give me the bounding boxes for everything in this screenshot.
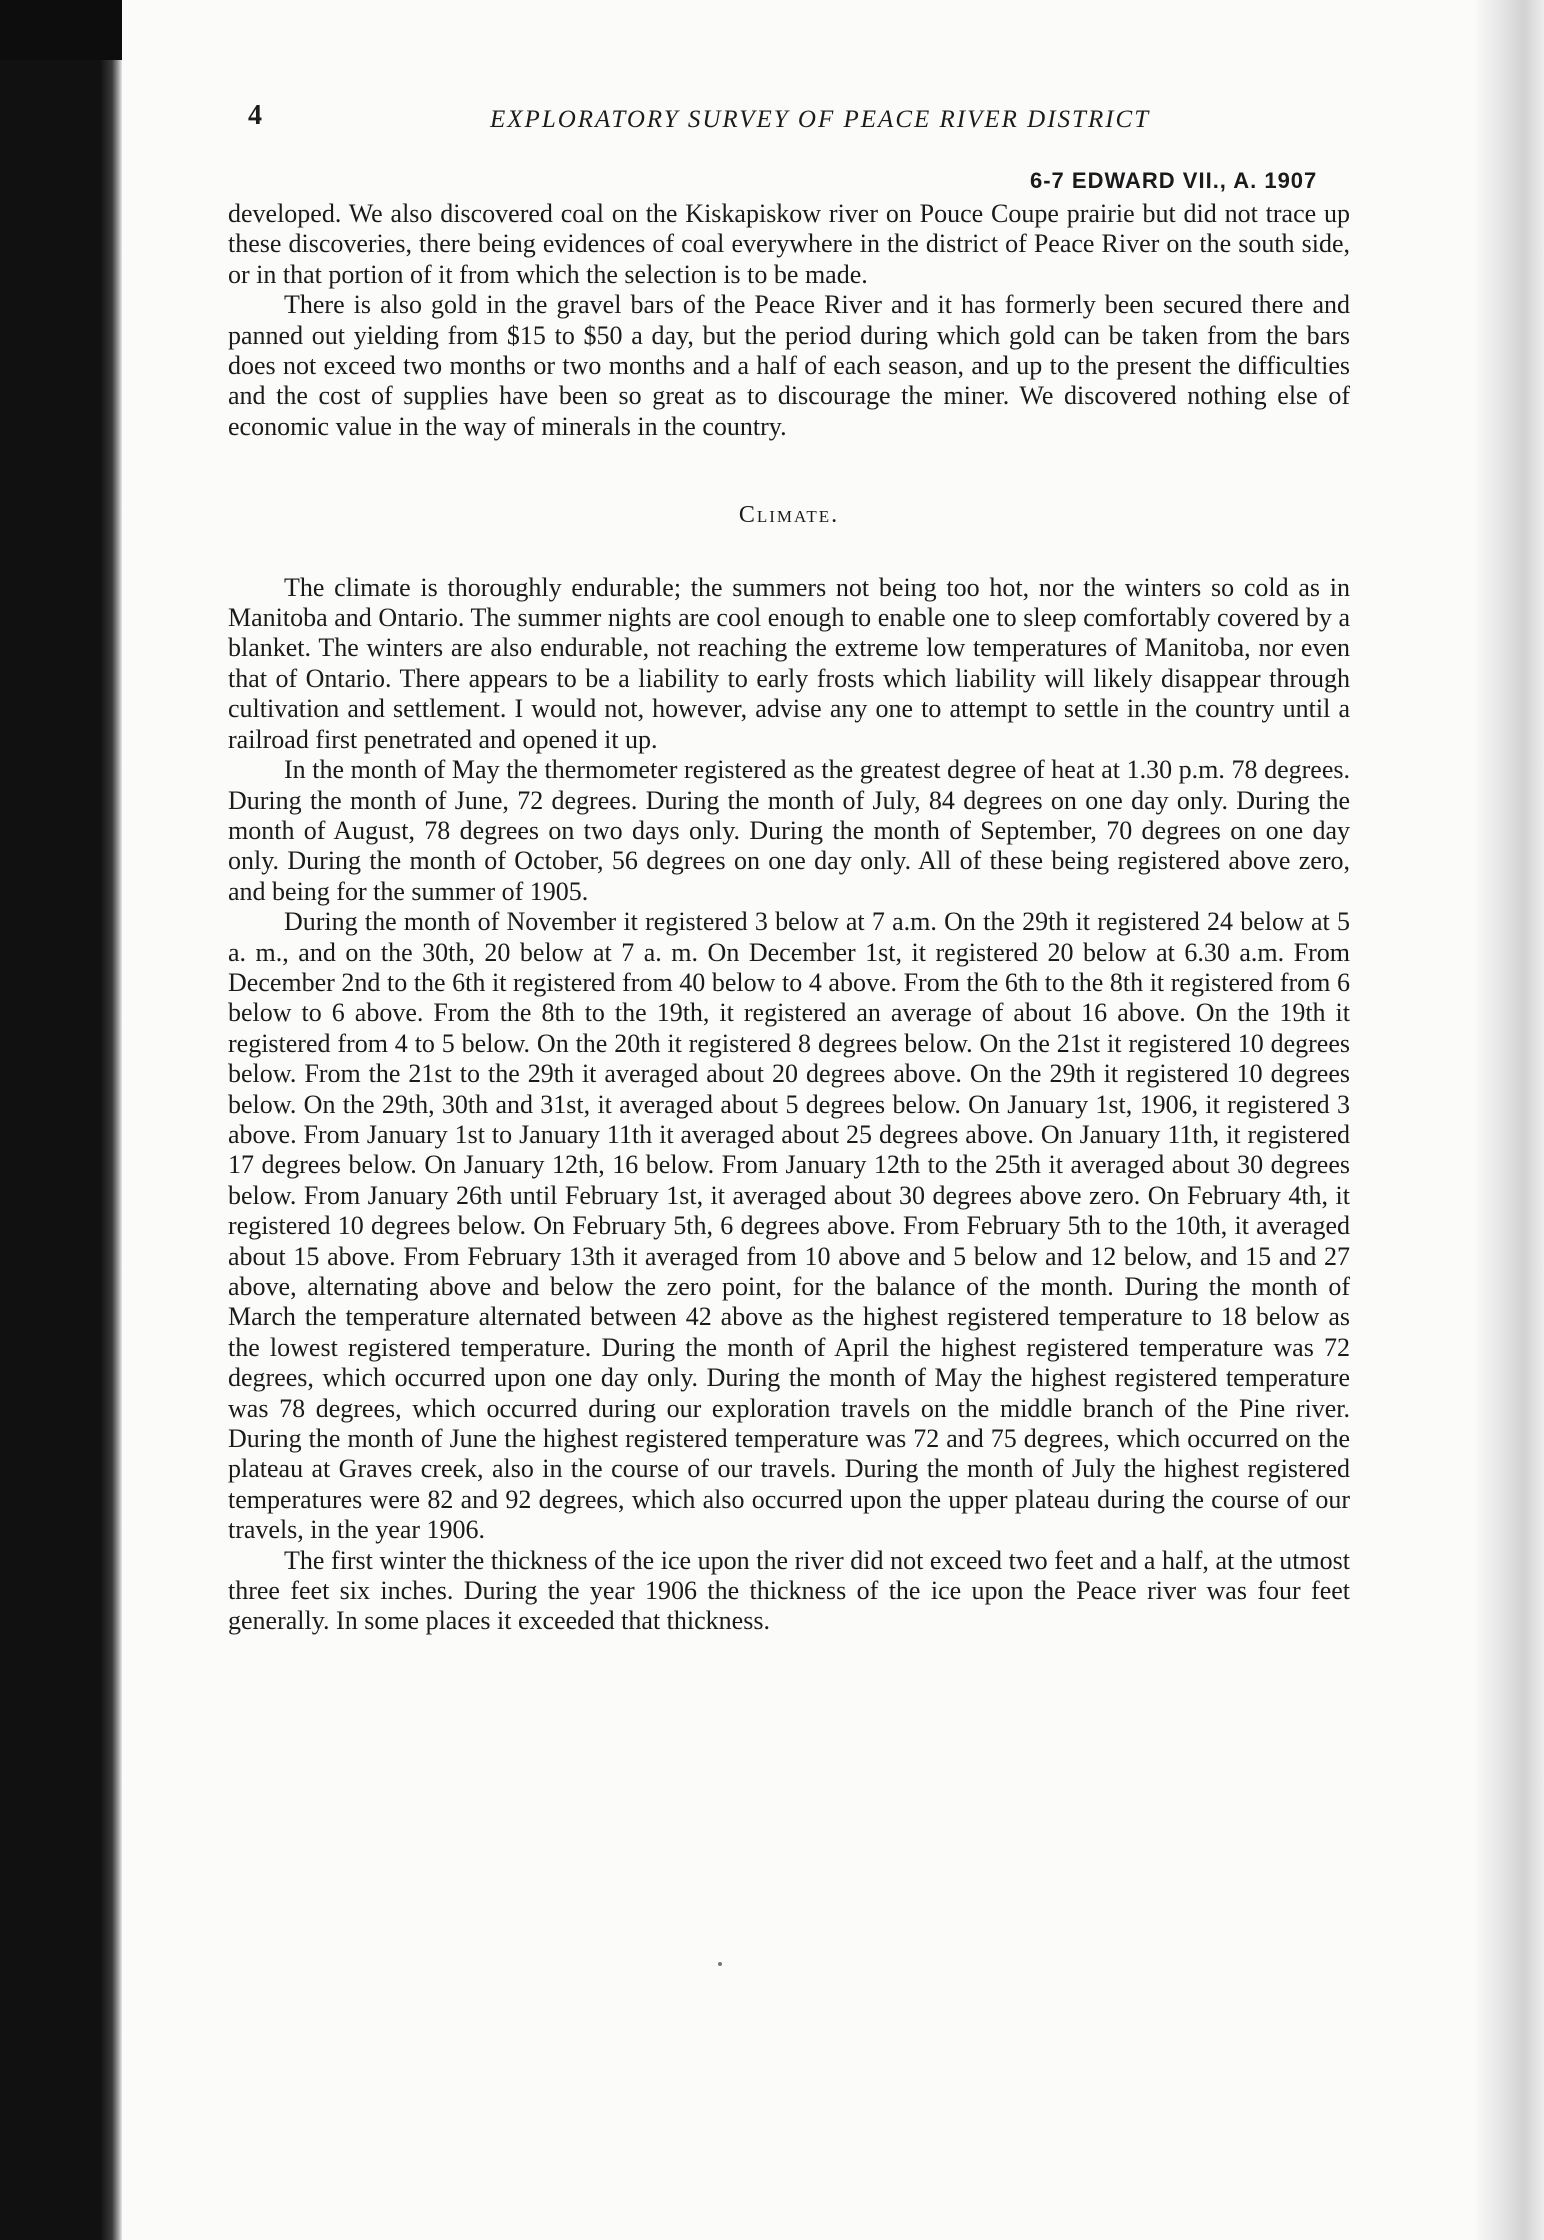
paragraph: During the month of November it registered 3 below at 7 a.m. On the 29th it registered 24 below at 5 a. m., and on the 30th, 20 below at 7 a. m. On December 1st, it registered 20 below at 6.30 a.m. From December 2nd to the 6th it registered from 40 below to 4 above. From the 6th to the 8th it registered from 6 below to 6 above. From the 8th to the 19th, it registered an average of about 16 above. On the 19th it registered from 4 to 5 below. On the 20th it registered 8 degrees below. On the 21st it registered 10 degrees below. From the 21st to the 29th it averaged about 20 degrees above. On the 29th it registered 10 degrees below. On the 29th, 30th and 31st, it averaged about 5 degrees below. On January 1st, 1906, it registered 3 above. From January 1st to January 11th it averaged about 25 degrees above. On January 11th, it registered 17 degrees below. On January 12th, 16 below. From January 12th to the 25th it averaged about 30 degrees below. From January 26th until February 1st, it averaged about 30 degrees above zero. On February 4th, it registered 10 degrees below. On February 5th, 6 degrees above. From February 5th to the 10th, it averaged about 15 above. From February 13th it averaged from 10 above and 5 below and 12 below, and 15 and 27 above, alternating above and below the zero point, for the balance of the month. During the month of March the temperature alternated between 42 above as the highest registered temperature to 18 below as the lowest registered temperature. During the month of April the highest registered temperature was 72 degrees, which occurred upon one day only. During the month of May the highest registered temperature was 78 degrees, which occurred during our exploration travels on the middle branch of the Pine river. During the month of June the highest registered temperature was 72 and 75 degrees, which occurred on the plateau at Graves creek, also in the course of our travels. During the month of July the highest registered temperatures were 82 and 92 degrees, which also occurred upon the upper plateau during the course of our travels, in the year 1906. bbox=[228, 907, 1350, 1545]
body-text bbox=[228, 199, 1350, 1637]
paragraph: developed. We also discovered coal on the Kiskapiskow river on Pouce Coupe prairie but did not trace up these discoveries, there being evidences of coal everywhere in the district of Peace River on the south side, or in that portion of it from which the selection is to be made. bbox=[228, 199, 1350, 289]
binding-shadow bbox=[1474, 0, 1544, 2240]
paragraph: There is also gold in the gravel bars of the Peace River and it has formerly been secured there and panned out yielding from $15 to $50 a day, but the period during which gold can be taken from the bars does not exceed two months or two months and a half of each season, and up to the present the difficulties and the cost of supplies have been so great as to discourage the miner. We discovered nothing else of economic value in the way of minerals in the country. bbox=[228, 290, 1350, 441]
paragraph: The first winter the thickness of the ice upon the river did not exceed two feet and a half, at the utmost three feet six inches. During the year 1906 the thickness of the ice upon the Peace river was four feet generally. In some places it exceeded that thickness. bbox=[228, 1545, 1350, 1636]
scan-edge-left bbox=[0, 0, 122, 2240]
stray-mark bbox=[718, 1962, 722, 1966]
scan-edge-top bbox=[0, 0, 140, 60]
running-title: EXPLORATORY SURVEY OF PEACE RIVER DISTRICT bbox=[490, 106, 1151, 133]
paragraph: In the month of May the thermometer registered as the greatest degree of heat at 1.30 p.m. 78 degrees. During the month of June, 72 degrees. During the month of July, 84 degrees on one day only. During the month of August, 78 degrees on two days only. During the month of September, 70 degrees on one day only. During the month of October, 56 degrees on one day only. All of these being registered above zero, and being for the summer of 1905. bbox=[228, 755, 1350, 906]
paragraph: The climate is thoroughly endurable; the summers not being too hot, nor the winters so cold as in Manitoba and Ontario. The summer nights are cool enough to enable one to sleep comfortably covered by a blanket. The winters are also endurable, not reaching the extreme low temperatures of Manitoba, nor even that of Ontario. There appears to be a liability to early frosts which liability will likely disappear through cultivation and settlement. I would not, however, advise any one to attempt to settle in the country until a railroad first penetrated and opened it up. bbox=[228, 572, 1350, 754]
section-heading: Climate. bbox=[738, 502, 840, 529]
page-number: 4 bbox=[248, 100, 262, 131]
session-reference: 6-7 EDWARD VII., A. 1907 bbox=[1030, 168, 1318, 193]
